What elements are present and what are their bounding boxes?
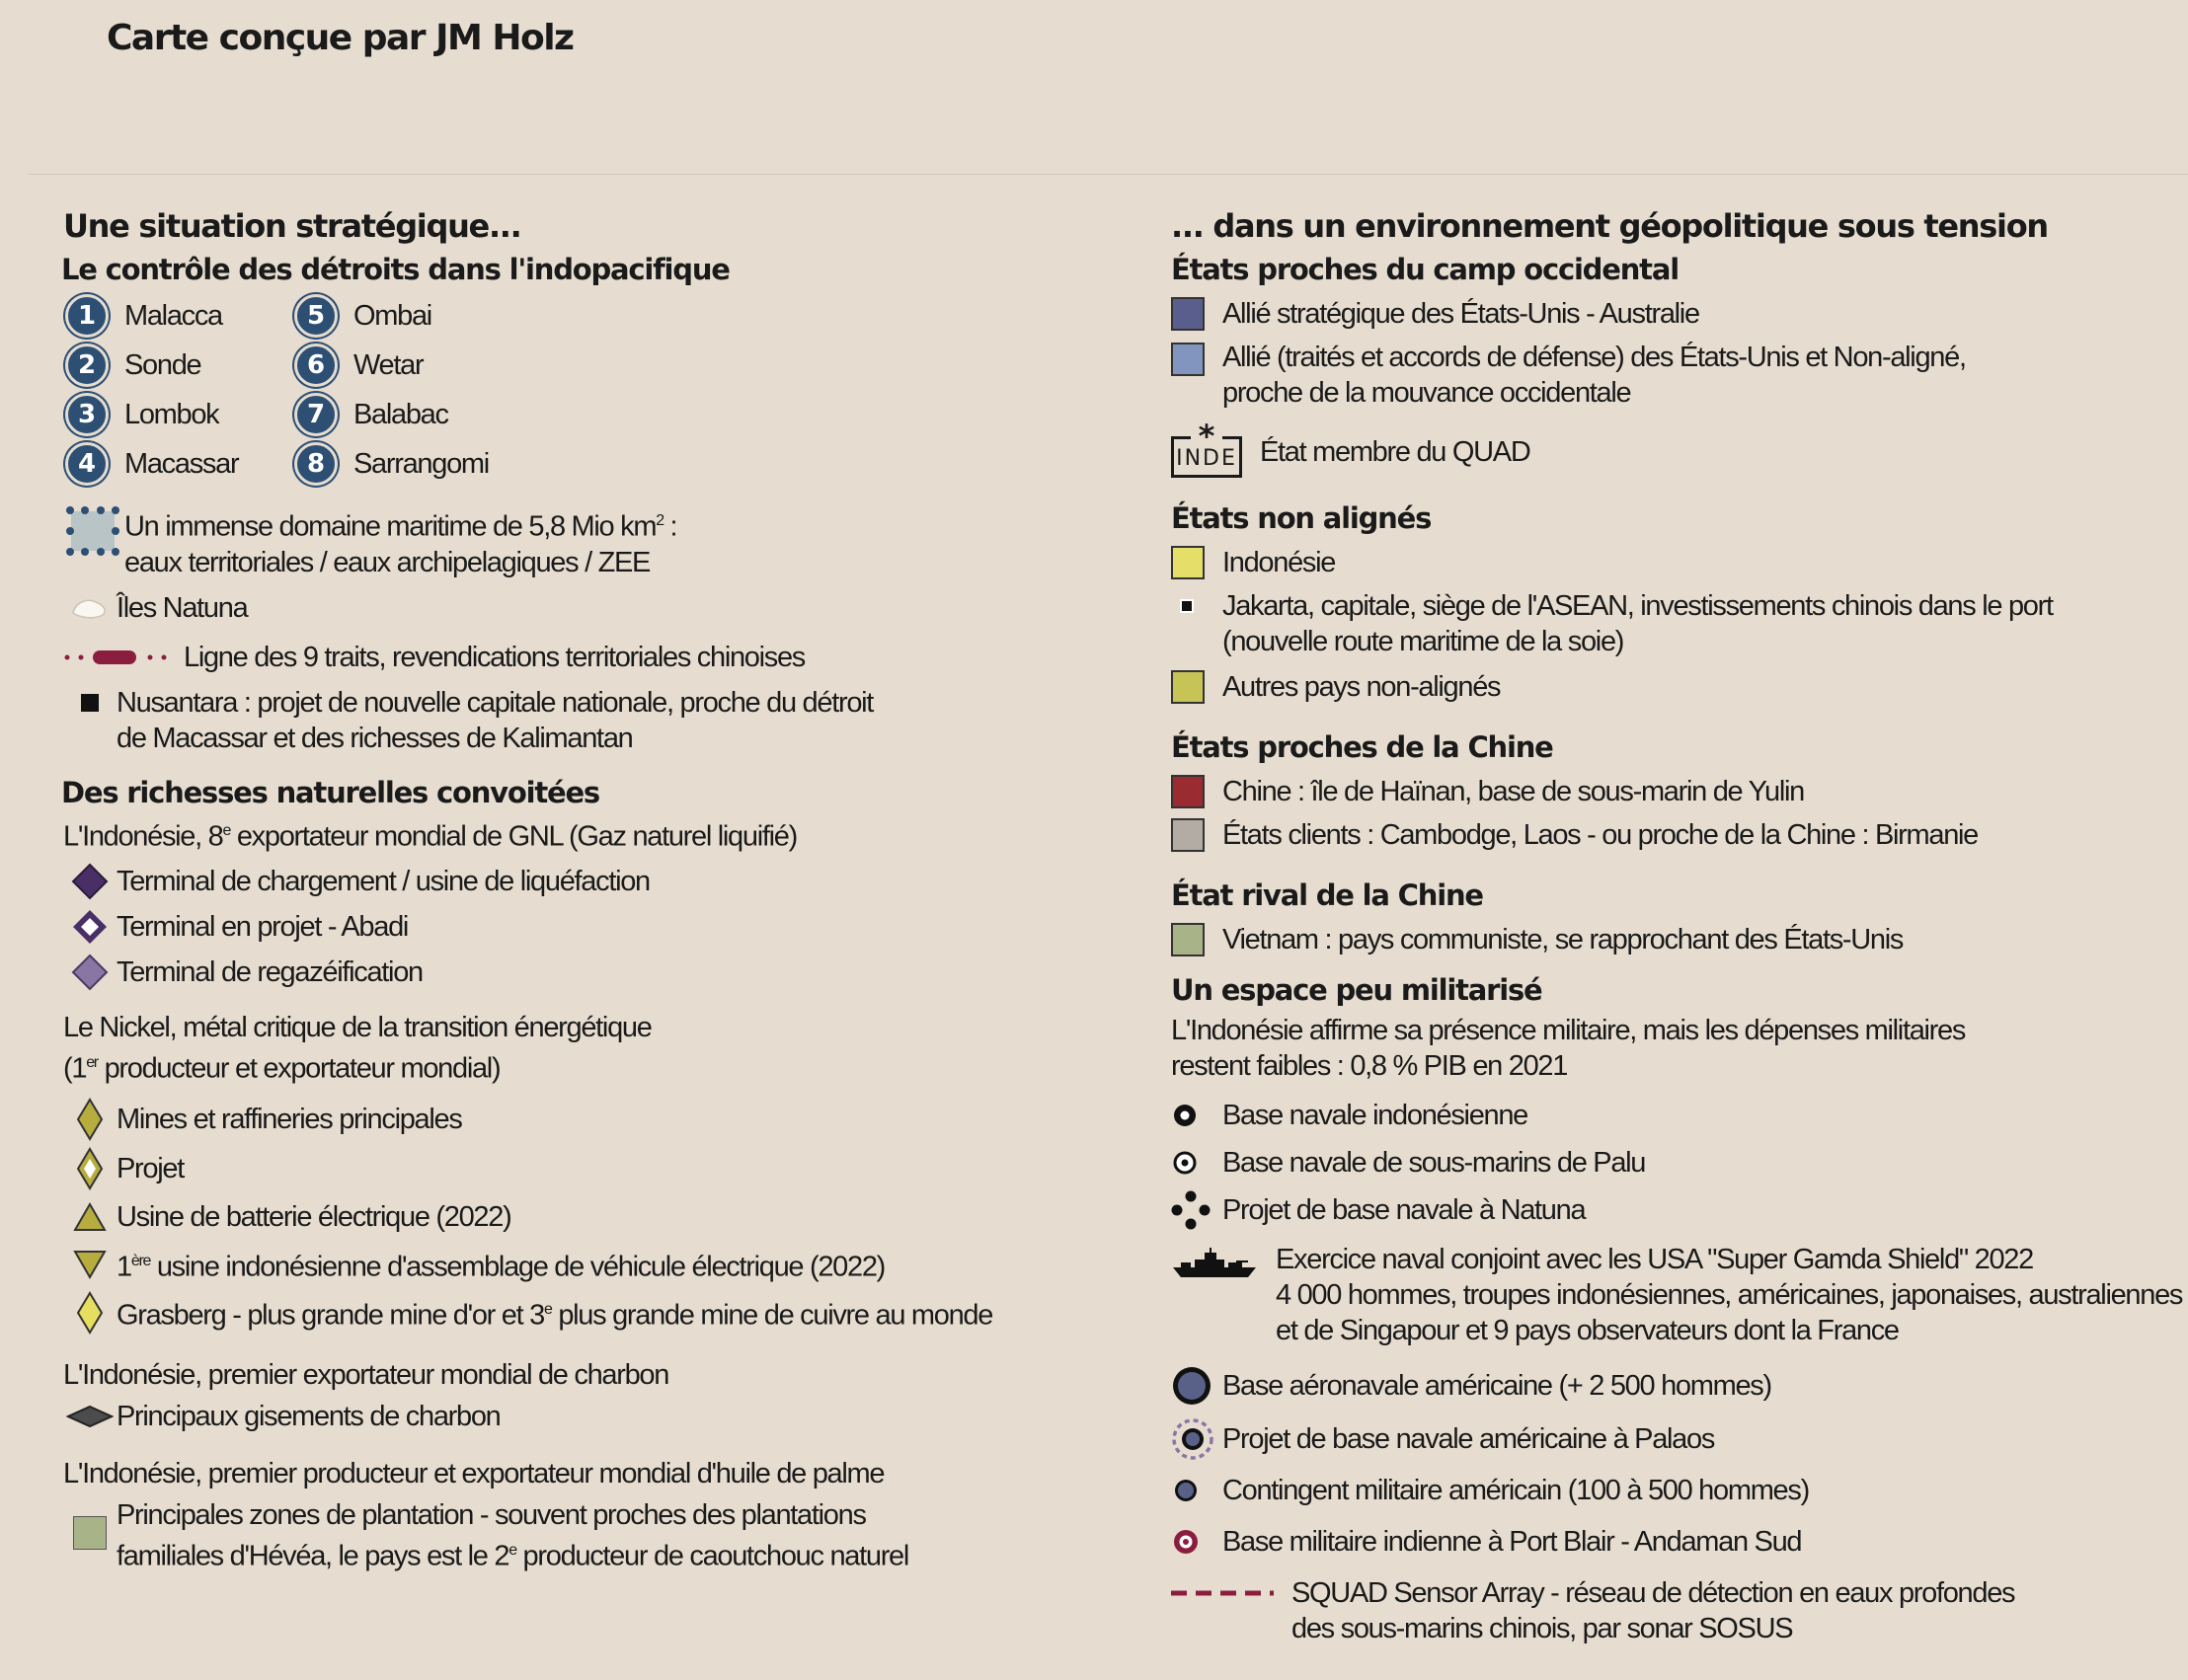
strait-number-badge: 8 [294, 442, 338, 486]
us-air-base-label: Base aéronavale américaine (+ 2 500 hommes) [1222, 1370, 1771, 1402]
military-heading: Un espace peu militarisé [1171, 973, 1542, 1007]
military-intro [1171, 1013, 2188, 1084]
us-contingent-icon [1171, 1471, 1222, 1510]
legend-item-grasberg [63, 1290, 1130, 1336]
ev-plant-a: 1 [117, 1251, 131, 1283]
legend-item-nickel-project [63, 1146, 1130, 1191]
strait-item [294, 294, 590, 338]
strait-name: Ombai [353, 300, 431, 332]
vietnam-label: Vietnam : pays communiste, se rapprochant des États-Unis [1222, 924, 1904, 955]
maritime-line2: eaux territoriales / eaux archipelagiques / ZEE [124, 546, 651, 578]
legend-item-palm [63, 1497, 1130, 1574]
legend-item-us-air-base [1171, 1364, 2188, 1408]
naval-exercise-label [1276, 1242, 2182, 1348]
sub-base-label: Base navale de sous-marins de Palu [1222, 1147, 1646, 1179]
gnl-project-diamond-icon [63, 907, 117, 947]
china-label: Chine : île de Haïnan, base de sous-marin de Yulin [1222, 776, 1804, 807]
nusantara-label [117, 685, 873, 756]
legend-item-us-palau [1171, 1417, 2188, 1461]
us-contingent-label: Contingent militaire américain (100 à 500 hommes) [1222, 1475, 1809, 1506]
warship-icon [1171, 1242, 1276, 1285]
gnl-intro-sup: e [222, 821, 231, 839]
palm-line2-b: producteur de caoutchouc naturel [515, 1540, 909, 1572]
legend-item-other-nonaligned [1171, 667, 2188, 707]
other-nonaligned-swatch-icon [1171, 667, 1222, 707]
gnl-intro-a: L'Indonésie, 8 [63, 820, 223, 853]
jakarta-line1: Jakarta, capitale, siège de l'ASEAN, investissements chinois dans le port [1222, 590, 2053, 622]
strait-number-badge: 3 [65, 393, 109, 436]
strait-number-badge: 7 [294, 393, 338, 436]
strait-item [65, 294, 294, 338]
legend-item-ev-plant [63, 1243, 1130, 1286]
nickel-intro-sup: er [86, 1054, 98, 1072]
legend-item-natuna [63, 590, 1130, 626]
naval-base-icon [1171, 1096, 1222, 1135]
maritime-domain-label [124, 503, 676, 580]
natuna-project-label: Projet de base navale à Natuna [1222, 1194, 1586, 1226]
legend-item-regas [63, 953, 1130, 992]
submarine-base-icon [1171, 1143, 1222, 1183]
nickel-intro-b: producteur et exportateur mondial) [97, 1052, 501, 1085]
map-credit: Carte conçue par JM Holz [107, 18, 574, 58]
client-states-label: États clients : Cambodge, Laos - ou proche de la Chine : Birmanie [1222, 819, 1979, 851]
india-base-label: Base militaire indienne à Port Blair - Andaman Sud [1222, 1526, 1802, 1558]
left-title: Une situation stratégique... [63, 207, 521, 245]
nine-dash-line-icon [63, 643, 174, 672]
western-allies-swatch-icon [1171, 340, 1222, 379]
military-intro-line2: restent faibles : 0,8 % PIB en 2021 [1171, 1050, 1568, 1082]
natuna-label: Îles Natuna [117, 591, 248, 624]
strait-number-badge: 2 [65, 344, 109, 387]
grasberg-sup: e [543, 1301, 552, 1319]
battery-plant-triangle-icon [63, 1195, 117, 1239]
ev-plant-b: usine indonésienne d'assemblage de véhicule électrique (2022) [150, 1251, 886, 1283]
us-air-naval-base-icon [1171, 1364, 1222, 1408]
us-palau-label: Projet de base navale américaine à Palaos [1222, 1423, 1715, 1455]
legend-item-india-base [1171, 1522, 2188, 1562]
palm-label [117, 1497, 908, 1574]
indonesia-label: Indonésie [1222, 547, 1336, 578]
ev-plant-sup: ère [130, 1253, 151, 1270]
legend-item-quad [1171, 418, 2188, 480]
legend-item-jakarta [1171, 588, 2188, 659]
jakarta-line2: (nouvelle route maritime de la soie) [1222, 626, 1624, 657]
nickel-mines-label: Mines et raffineries principales [117, 1103, 462, 1135]
strait-item [294, 393, 590, 436]
coal-intro: L'Indonésie, premier exportateur mondial de charbon [63, 1358, 669, 1391]
maritime-line1: Un immense domaine maritime de 5,8 Mio km [124, 510, 657, 543]
maritime-sup: 2 [656, 512, 664, 529]
nine-dash-line-label: Ligne des 9 traits, revendications territoriales chinoises [184, 641, 806, 673]
maritime-colon: : [663, 510, 677, 543]
india-base-icon [1171, 1522, 1222, 1562]
maritime-domain-icon [63, 503, 122, 559]
china-swatch-icon [1171, 772, 1222, 811]
grasberg-diamond-icon [63, 1290, 117, 1336]
grasberg-b: plus grande mine de cuivre au monde [551, 1299, 993, 1332]
legend-item-client-states [1171, 815, 2188, 855]
battery-plant-label: Usine de batterie électrique (2022) [117, 1200, 511, 1233]
palm-intro: L'Indonésie, premier producteur et exportateur mondial d'huile de palme [63, 1457, 885, 1489]
natuna-base-project-icon [1171, 1190, 1222, 1230]
grasberg-a: Grasberg - plus grande mine d'or et 3 [117, 1299, 544, 1332]
nusantara-line2: de Macassar et des richesses de Kalimantan [117, 722, 633, 754]
rival-heading: État rival de la Chine [1171, 878, 1483, 912]
gnl-project-label: Terminal en projet - Abadi [117, 911, 409, 944]
legend-item-china [1171, 772, 2188, 811]
grasberg-label [117, 1292, 992, 1334]
jakarta-capital-icon [1171, 588, 1222, 624]
nickel-project-diamond-icon [63, 1146, 117, 1191]
legend-item-vietnam [1171, 920, 2188, 959]
legend-item-nusantara [63, 685, 1130, 756]
client-states-swatch-icon [1171, 815, 1222, 855]
legend-item-sub-base [1171, 1143, 2188, 1183]
capital-project-square-icon [63, 685, 117, 721]
island-icon [63, 590, 117, 626]
naval-base-label: Base navale indonésienne [1222, 1100, 1528, 1131]
palm-line2-sup: e [508, 1541, 516, 1559]
legend-item-australia [1171, 294, 2188, 334]
strait-name: Balabac [353, 399, 448, 430]
quad-symbol-icon [1171, 418, 1260, 480]
palm-plantation-swatch-icon [63, 1497, 117, 1568]
squad-line1: SQUAD Sensor Array - réseau de détection en eaux profondes [1291, 1577, 2015, 1609]
ev-plant-triangle-icon [63, 1243, 117, 1286]
legend-right-column [1171, 203, 2188, 1646]
nusantara-line1: Nusantara : projet de nouvelle capitale nationale, proche du détroit [117, 686, 874, 719]
jakarta-label [1222, 588, 2053, 659]
legend-left-column [63, 203, 1130, 1574]
legend-item-coal [63, 1399, 1130, 1434]
military-intro-line1: L'Indonésie affirme sa présence militaire, mais les dépenses militaires [1171, 1015, 1966, 1046]
sensor-array-dashed-line-icon [1171, 1575, 1291, 1611]
squad-line2: des sous-marins chinois, par sonar SOSUS [1291, 1613, 1793, 1644]
western-allies-label [1222, 340, 1966, 411]
strait-name: Malacca [124, 300, 222, 332]
nickel-mine-diamond-icon [63, 1097, 117, 1142]
legend-item-naval-exercise [1171, 1242, 2188, 1348]
strait-item [65, 344, 294, 387]
legend-item-indonesia [1171, 543, 2188, 582]
quad-symbol-text: INDE [1176, 446, 1237, 471]
legend-item-battery-plant [63, 1195, 1130, 1239]
western-allies-line1: Allié (traités et accords de défense) des États-Unis et Non-aligné, [1222, 342, 1966, 373]
strait-item [65, 442, 294, 486]
strait-name: Macassar [124, 448, 239, 480]
exercise-line1: Exercice naval conjoint avec les USA "Super Gamda Shield" 2022 [1276, 1244, 2033, 1275]
vietnam-swatch-icon [1171, 920, 1222, 959]
china-heading: États proches de la Chine [1171, 730, 1553, 764]
regas-label: Terminal de regazéification [117, 956, 423, 989]
squad-label [1291, 1575, 2014, 1646]
nickel-intro-a: (1 [63, 1052, 87, 1085]
legend-item-natuna-project [1171, 1190, 2188, 1230]
nonaligned-heading: États non alignés [1171, 501, 1432, 535]
other-nonaligned-label: Autres pays non-alignés [1222, 671, 1501, 703]
legend-item-squad [1171, 1575, 2188, 1646]
strait-name: Wetar [353, 349, 424, 381]
australia-label: Allié stratégique des États-Unis - Australie [1222, 298, 1699, 330]
legend-item-maritime-domain [63, 503, 1130, 580]
legend-item-gnl-project [63, 907, 1130, 947]
strait-name: Sarrangomi [353, 448, 489, 480]
legend-item-us-contingent [1171, 1471, 2188, 1510]
resources-heading: Des richesses naturelles convoitées [61, 775, 599, 809]
straits-heading: Le contrôle des détroits dans l'indopacifique [61, 253, 730, 286]
strait-number-badge: 6 [294, 344, 338, 387]
quad-star: * [1198, 418, 1215, 455]
legend-item-western-allies [1171, 340, 2188, 411]
palm-line2-a: familiales d'Hévéa, le pays est le 2 [117, 1540, 509, 1572]
strait-name: Sonde [124, 349, 201, 381]
indonesia-swatch-icon [1171, 543, 1222, 582]
gnl-intro [63, 813, 1130, 855]
regas-diamond-icon [63, 953, 117, 992]
header-divider [28, 174, 2188, 175]
us-base-project-icon [1171, 1417, 1222, 1461]
gnl-terminal-diamond-icon [63, 862, 117, 901]
palm-line1: Principales zones de plantation - souvent proches des plantations [117, 1498, 866, 1531]
legend-item-naval-base [1171, 1096, 2188, 1135]
exercise-line2: 4 000 hommes, troupes indonésiennes, américaines, japonaises, australiennes [1276, 1279, 2183, 1311]
strait-name: Lombok [124, 399, 219, 430]
strait-number-badge: 1 [65, 294, 109, 338]
strait-number-badge: 5 [294, 294, 338, 338]
nickel-intro [63, 1010, 1130, 1087]
coal-diamond-icon [63, 1399, 117, 1434]
legend-item-gnl-terminal [63, 862, 1130, 901]
legend-item-nine-dash-line [63, 640, 1130, 675]
exercise-line3: et de Singapour et 9 pays observateurs dont la France [1276, 1315, 1899, 1346]
strait-number-badge: 4 [65, 442, 109, 486]
straits-list [65, 294, 1130, 486]
nickel-project-label: Projet [117, 1152, 184, 1184]
australia-swatch-icon [1171, 294, 1222, 334]
legend-item-nickel-mines [63, 1097, 1130, 1142]
ev-plant-label [117, 1244, 885, 1285]
western-heading: États proches du camp occidental [1171, 253, 1679, 286]
strait-item [65, 393, 294, 436]
nickel-intro-line1: Le Nickel, métal critique de la transition énergétique [63, 1012, 652, 1044]
gnl-terminal-label: Terminal de chargement / usine de liquéfaction [117, 866, 650, 898]
right-title: ... dans un environnement géopolitique sous tension [1171, 207, 2048, 245]
coal-label: Principaux gisements de charbon [117, 1400, 501, 1432]
quad-label: État membre du QUAD [1260, 436, 1530, 468]
strait-item [294, 442, 590, 486]
strait-item [294, 344, 590, 387]
western-allies-line2: proche de la mouvance occidentale [1222, 377, 1631, 409]
gnl-intro-b: exportateur mondial de GNL (Gaz naturel liquifié) [230, 820, 797, 853]
